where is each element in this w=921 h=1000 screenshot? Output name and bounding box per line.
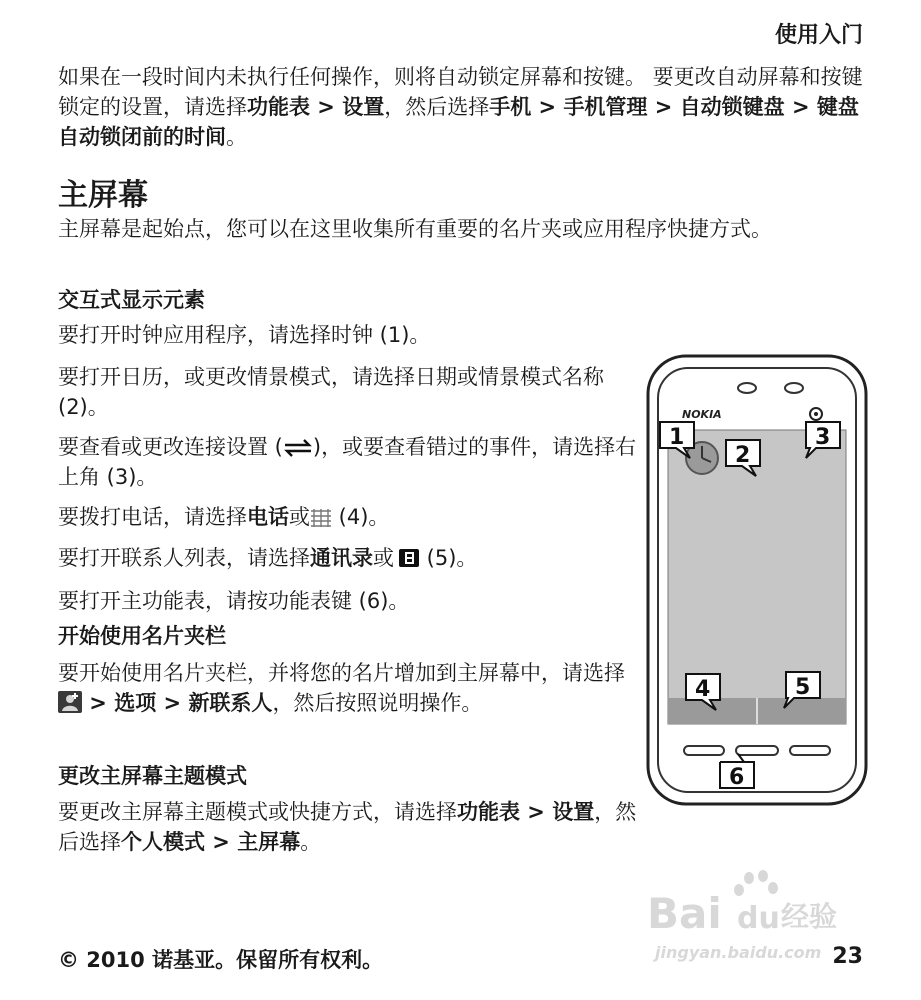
baidu-watermark [641, 870, 861, 970]
phone-illustration [644, 352, 870, 808]
calendar-paragraph: 要打开日历，或更改情景模式，请选择日期或情景模式名称 (2)。 [58, 365, 604, 419]
brand-logo: NOKIA [682, 408, 722, 421]
svg-text:Bai: Bai [647, 889, 722, 938]
dialpad-grid-icon [310, 509, 332, 527]
svg-text:2: 2 [735, 443, 751, 468]
add-contact-icon [58, 691, 82, 713]
svg-text:4: 4 [695, 677, 711, 702]
contacts-bar-heading: 开始使用名片夹栏 [58, 624, 226, 648]
svg-text:5: 5 [795, 675, 811, 700]
connection-paragraph: 要查看或更改连接设置 ( )，或要查看错过的事件，请选择右上角 (3)。 [58, 435, 637, 489]
contacts-book-icon [398, 548, 420, 568]
theme-heading: 更改主屏幕主题模式 [58, 764, 247, 788]
connection-arrows-icon [283, 439, 313, 457]
contacts-bar-paragraph: 要开始使用名片夹栏，并将您的名片增加到主屏幕中，请选择 > 选项 > 新联系人，然后按照说明操作。 [58, 661, 625, 715]
home-screen-description: 主屏幕是起始点，您可以在这里收集所有重要的名片夹或应用程序快捷方式。 [58, 217, 772, 241]
contacts-paragraph: 要打开联系人列表，请选择通讯录或 (5)。 [58, 546, 478, 570]
page-number: 23 [832, 944, 863, 969]
svg-text:1: 1 [669, 425, 685, 450]
interactive-elements-heading: 交互式显示元素 [58, 288, 205, 312]
svg-text:jingyan.baidu.com: jingyan.baidu.com [655, 943, 822, 962]
intro-paragraph: 如果在一段时间内未执行任何操作，则将自动锁定屏幕和按键。 要更改自动屏幕和按键锁定的设置，请选择功能表 > 设置，然后选择手机 > 手机管理 > 自动锁键盘 > 键盘自动锁闭前的时间。 [58, 65, 863, 149]
svg-text:3: 3 [815, 425, 831, 450]
menu-paragraph: 要打开主功能表，请按功能表键 (6)。 [58, 589, 410, 613]
call-key [684, 746, 724, 755]
svg-text:6: 6 [729, 765, 745, 790]
menu-key [736, 746, 778, 755]
copyright-footer: © 2010 诺基亚。保留所有权利。 [58, 948, 384, 972]
end-key [790, 746, 830, 755]
call-paragraph: 要拨打电话，请选择电话或 (4)。 [58, 505, 390, 529]
svg-text:du: du [737, 901, 780, 936]
paw-logo-icon [734, 870, 778, 896]
clock-paragraph: 要打开时钟应用程序，请选择时钟 (1)。 [58, 323, 431, 347]
theme-paragraph: 要更改主屏幕主题模式或快捷方式，请选择功能表 > 设置，然后选择个人模式 > 主屏幕。 [58, 800, 637, 854]
home-screen-heading: 主屏幕 [58, 178, 148, 213]
section-header: 使用入门 [774, 23, 863, 48]
svg-text:经验: 经验 [781, 900, 838, 933]
